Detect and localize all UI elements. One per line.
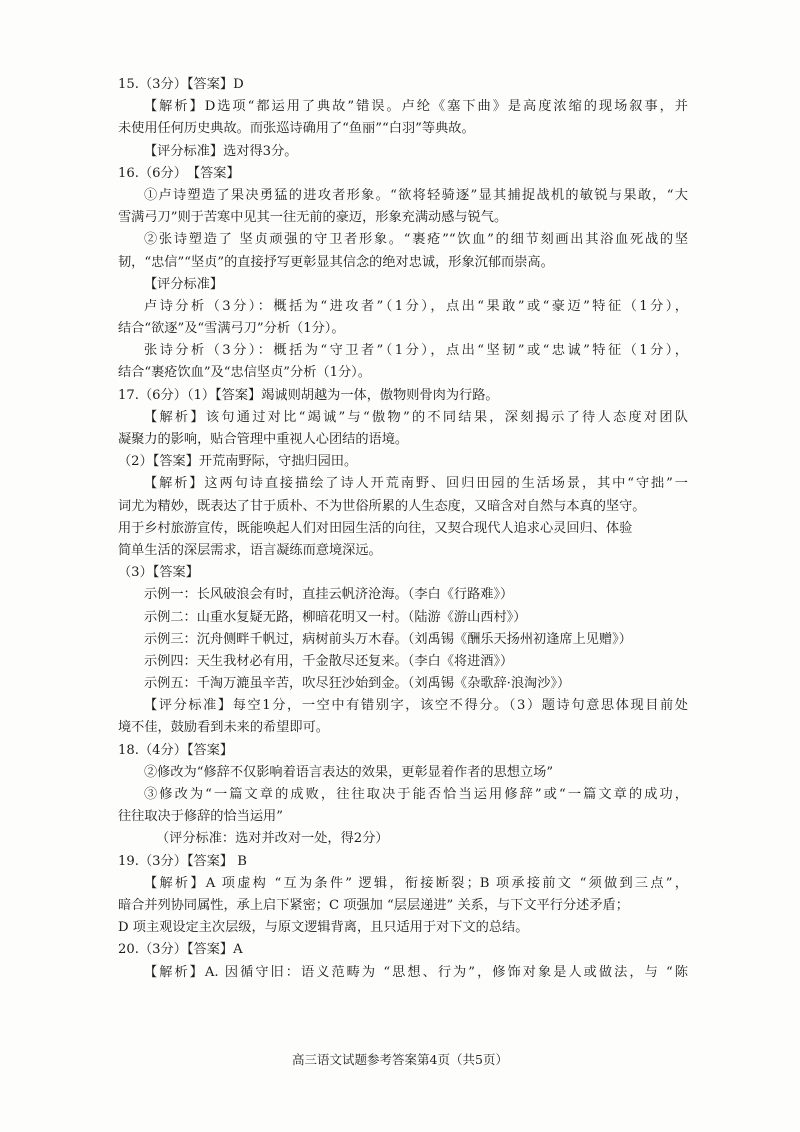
q18-heading: 18.（4分）【答案】 <box>118 742 234 758</box>
q19-analysis: 【解析】A 项虚构 “互为条件” 逻辑，衔接断裂；B 项承接前文 “须做到三点”， <box>144 875 688 891</box>
answer-content <box>118 74 688 984</box>
q17-3-example-3: 示例三：沉舟侧畔千帆过，病树前头万木春。（刘禹锡《酬乐天扬州初逢席上见赠》） <box>144 631 632 647</box>
q19-analysis-cont-1: 暗合并列协同属性，承上启下紧密；C 项强加 “层层递进” 关系，与下文平行分述矛盾； <box>118 897 629 913</box>
q20-analysis: 【解析】A. 因循守旧：语义范畴为 “思想、行为”，修饰对象是人或做法，与 “陈 <box>144 964 688 980</box>
q15-scoring: 【评分标准】选对得3分。 <box>144 143 298 159</box>
q17-1-analysis-cont: 凝聚力的影响，贴合管理中重视人心团结的语境。 <box>118 432 409 447</box>
q15-analysis: 【解析】D选项“都运用了典故”错误。卢纶《塞下曲》是高度浓缩的现场叙事，并 <box>144 99 688 115</box>
q18-fix-2: ②修改为“修辞不仅影响着语言表达的效果，更彰显着作者的思想立场” <box>144 764 554 780</box>
q16-point-1: ①卢诗塑造了果决勇猛的进攻者形象。“欲将轻骑逐”显其捕捉战机的敏锐与果敢，“大 <box>144 187 688 203</box>
q15-heading: 15.（3分）【答案】D <box>118 77 244 92</box>
q17-scoring-cont: 境不佳，鼓励看到未来的希望即可。 <box>118 720 329 736</box>
q16-scoring-zhang: 张诗分析（3分）：概括为“守卫者”（1分），点出“坚韧”或“忠诚”特征（1分）， <box>144 343 688 359</box>
q17-2-analysis-cont-1: 词尤为精妙，既表达了甘于质朴、不为世俗所累的人生态度，又暗含对自然与本真的坚守。 <box>118 498 646 514</box>
q16-scoring-heading: 【评分标准】 <box>144 276 224 292</box>
q16-scoring-zhang-cont: 结合“裹疮饮血”及“忠信坚贞”分析（1分）。 <box>118 365 371 381</box>
q17-3-answer: （3）【答案】 <box>118 565 199 581</box>
q16-point-2-cont: 韧，“忠信”“坚贞”的直接抒写更彰显其信念的绝对忠诚，形象沉郁而崇高。 <box>118 254 554 270</box>
q16-scoring-lu: 卢诗分析（3分）：概括为“进攻者”（1分），点出“果敢”或“豪迈”特征（1分）， <box>144 298 688 314</box>
q17-3-example-4: 示例四：天生我材必有用，千金散尽还复来。（李白《将进酒》） <box>144 653 514 669</box>
q18-fix-3-cont: 往往取决于修辞的恰当运用” <box>118 809 283 825</box>
q17-3-example-2: 示例二：山重水复疑无路，柳暗花明又一村。（陆游《游山西村》） <box>144 609 527 625</box>
q18-fix-3: ③修改为“一篇文章的成败，往往取决于能否恰当运用修辞”或“一篇文章的成功， <box>144 787 688 802</box>
q17-scoring: 【评分标准】每空1分，一空中有错别字，该空不得分。（3）题诗句意思体现目前处 <box>144 698 688 714</box>
page-footer: 高三语文试题参考答案第4页（共5页） <box>292 1052 508 1067</box>
q17-1-analysis: 【解析】该句通过对比“竭诚”与“傲物”的不同结果，深刻揭示了待人态度对团队 <box>144 409 688 425</box>
q17-2-analysis-cont-3: 简单生活的深层需求，语言凝练而意境深远。 <box>118 542 382 558</box>
q19-analysis-cont-2: D 项主观设定主次层级，与原文逻辑背离，且只适用于对下文的总结。 <box>118 920 529 936</box>
q16-heading: 16.（6分） 【答案】 <box>118 165 240 181</box>
q15-analysis-cont: 未使用任何历史典故。而张巡诗确用了“鱼丽”“白羽”等典故。 <box>118 121 475 137</box>
q17-heading: 17.（6分）（1）【答案】竭诚则胡越为一体，傲物则骨肉为行路。 <box>118 387 499 403</box>
q17-2-analysis-cont-2: 用于乡村旅游宣传，既能唤起人们对田园生活的向往，又契合现代人追求心灵回归、体验 <box>118 520 633 536</box>
q16-point-1-cont: 雪满弓刀”则于苦寒中见其一往无前的豪迈，形象充满动感与锐气。 <box>118 210 508 226</box>
q16-scoring-lu-cont: 结合“欲逐”及“雪满弓刀”分析（1分）。 <box>118 321 345 337</box>
q19-heading: 19.（3分）【答案】 B <box>118 853 247 869</box>
q17-2-answer: （2）【答案】开荒南野际，守拙归园田。 <box>118 454 358 470</box>
q17-3-example-5: 示例五：千淘万漉虽辛苦，吹尽狂沙始到金。（刘禹锡《杂歌辞·浪淘沙》） <box>144 676 571 692</box>
q17-3-example-1: 示例一：长风破浪会有时，直挂云帆济沧海。（李白《行路难》） <box>144 587 514 603</box>
q20-heading: 20.（3分）【答案】A <box>118 942 243 958</box>
q16-point-2: ②张诗塑造了 坚贞顽强的守卫者形象。“裹疮”“饮血”的细节刻画出其浴血死战的坚 <box>144 232 688 248</box>
q17-2-analysis: 【解析】这两句诗直接描绘了诗人开荒南野、回归田园的生活场景，其中“守拙”一 <box>144 476 688 492</box>
q18-scoring: （评分标准：选对并改对一处，得2分） <box>156 831 389 847</box>
